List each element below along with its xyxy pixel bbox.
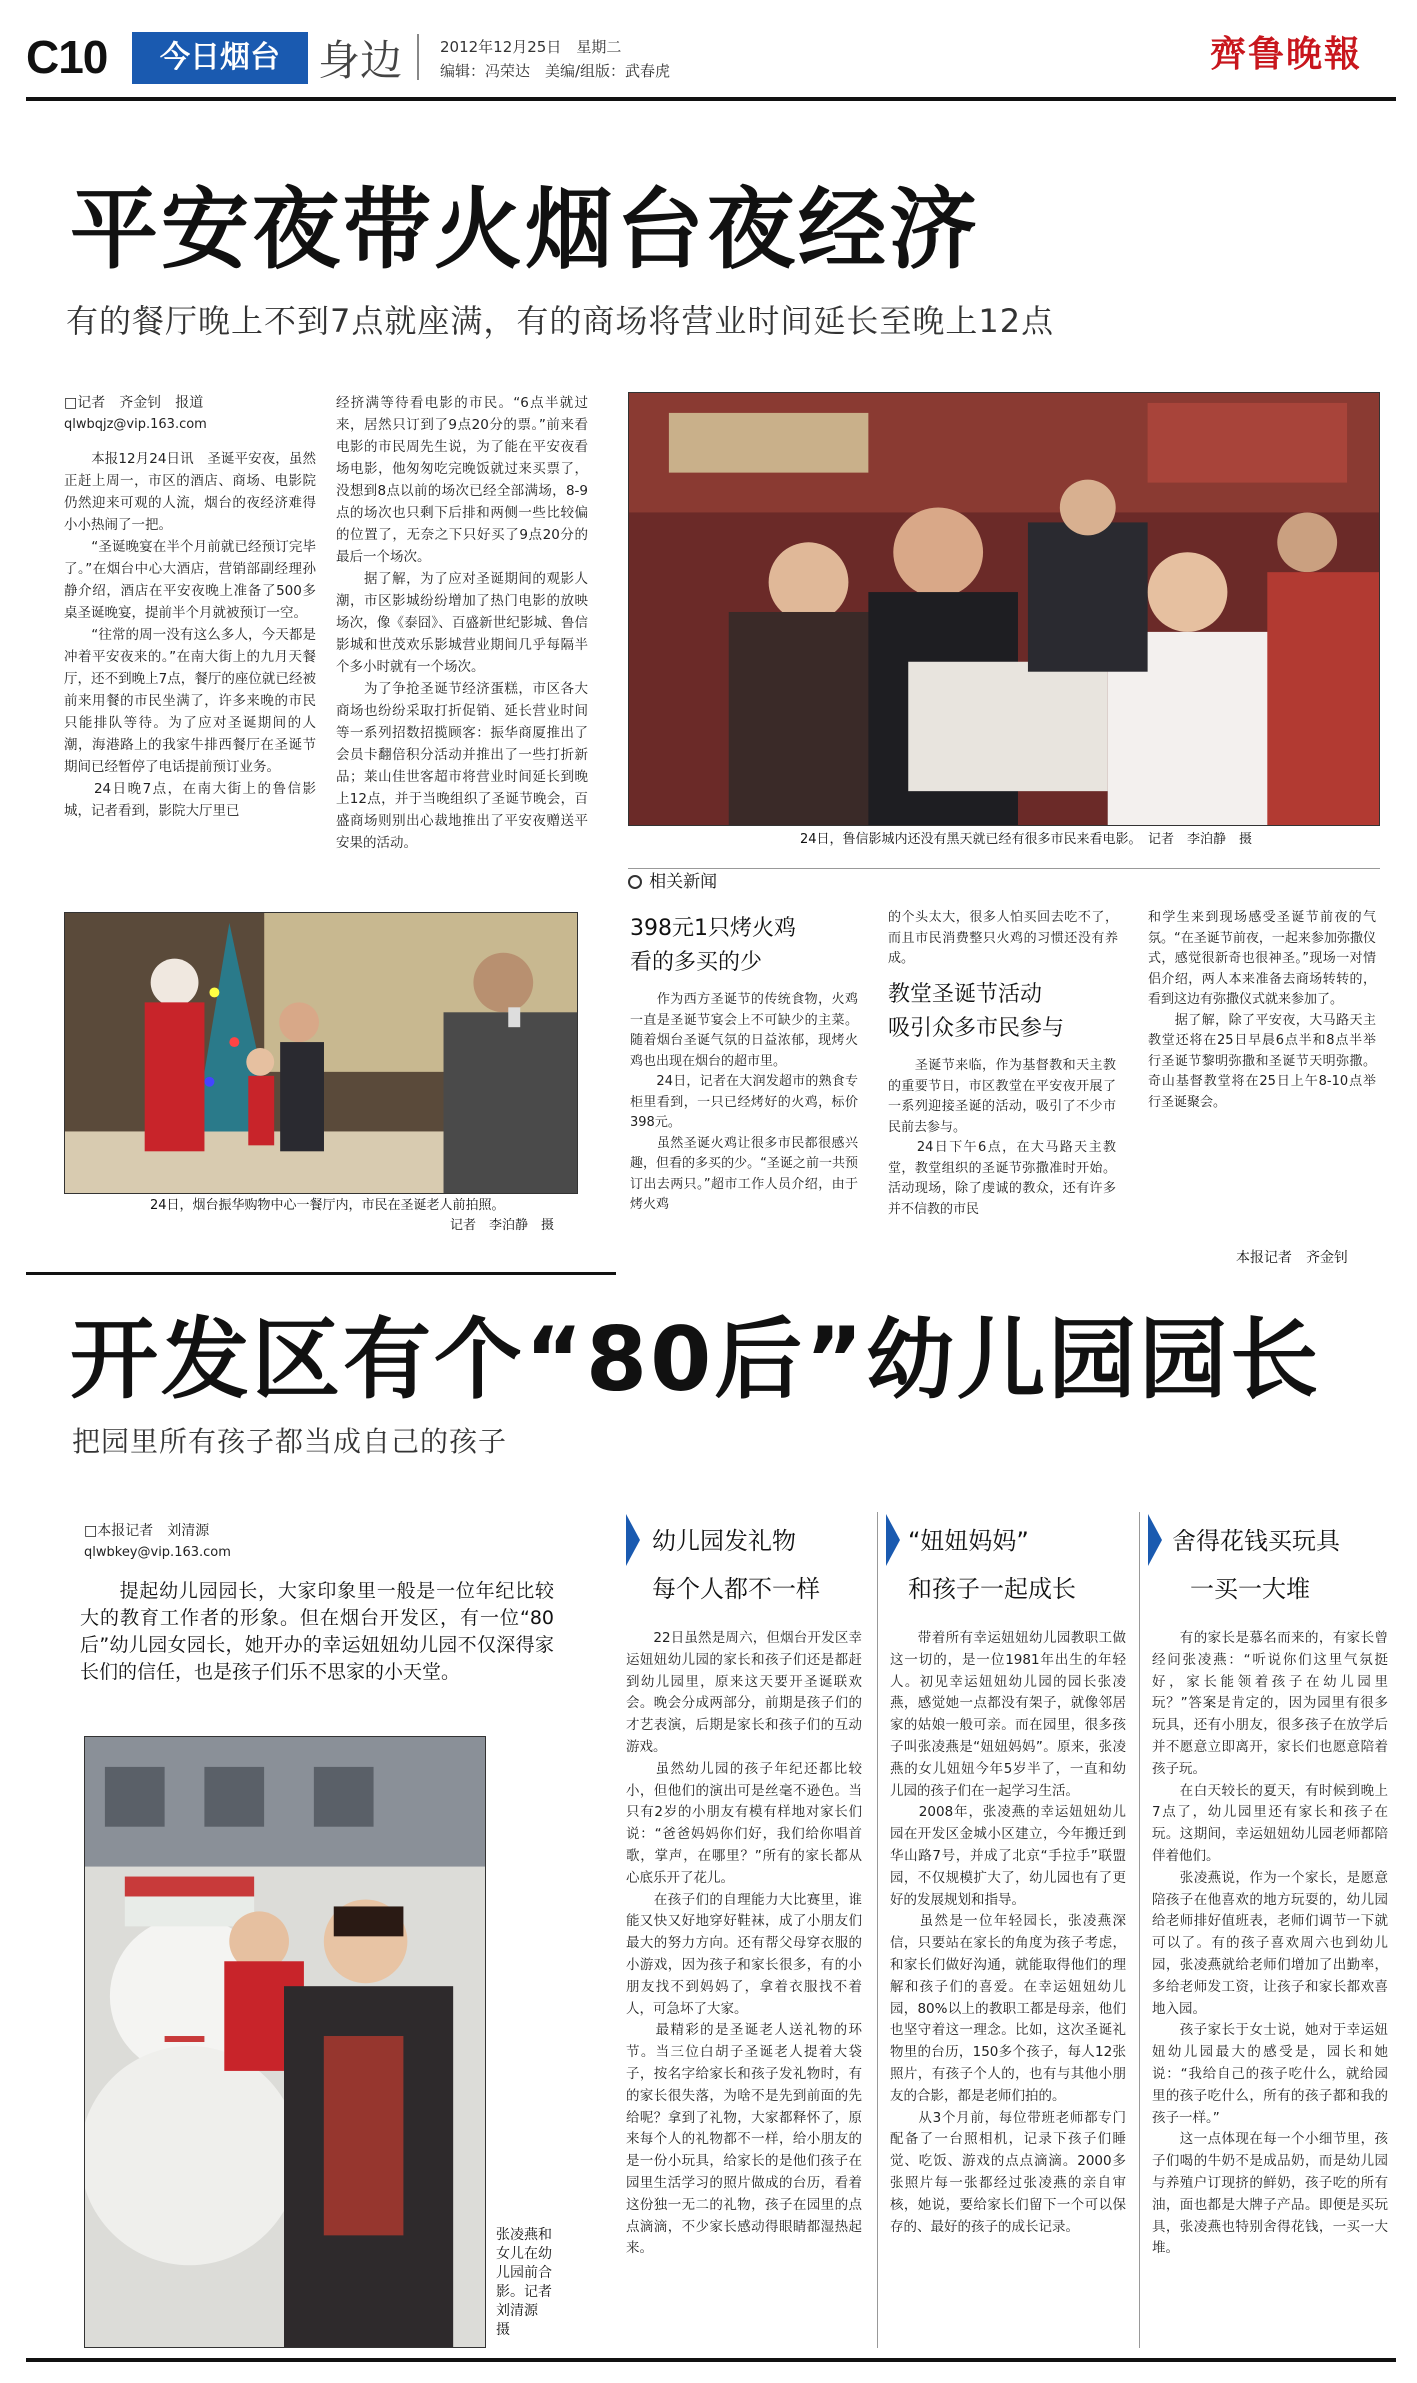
article3-email[interactable]: qlwbkey@vip.163.com — [84, 1545, 231, 1560]
sec3-body: 有的家长是慕名而来的，有家长曾经问张凌燕：“听说你们这里气氛挺好，家长能领着孩子在幼儿园里玩？”答案是肯定的，因为园里有很多玩具，还有小朋友，很多孩子在放学后并不愿意立即离开，家长们也愿意陪着孩子玩。 在白天较长的夏天，有时候到晚上7点了，幼儿园里还有家长和孩子在玩。这期间，幸运妞妞幼儿园老师都陪伴着他们。 张凌燕说，作为一个家长，是愿意陪孩子在他喜欢的地方玩耍的，幼儿园给老师排好值班表，老师们调节一下就可以了。有的孩子喜欢周六也到幼儿园，张凌燕就给老师们增加了出勤率，多给老师发工资，让孩子和家长都欢喜地入园。 孩子家长于女士说，她对于幸运妞妞幼儿园最大的感受是，园长和她说：“我给自己的孩子吃什么，就给园里的孩子吃什么，所有的孩子都和我的孩子一样。” 这一点体现在每一个小细节里，孩子们喝的牛奶不是成品奶，而是幼儿园与养殖户订现挤的鲜奶，孩子吃的所有油，面也都是大牌子产品。即便是买玩具，张凌燕也特别舍得花钱，一买一大堆。 — [1152, 1630, 1388, 2257]
sec3-headline-line1: 舍得花钱买玩具 — [1172, 1527, 1340, 1555]
article3-headline: 开发区有个“80后”幼儿园园长 — [70, 1308, 1322, 1411]
story2-headline-line1: 教堂圣诞节活动 — [888, 982, 1043, 1007]
sec2-headline-line2: 和孩子一起成长 — [908, 1575, 1076, 1603]
story1-headline-line1: 398元1只烤火鸡 — [630, 916, 796, 941]
santa-photo-credit: 记者 李泊静 摄 — [450, 1218, 555, 1233]
article1-byline: □记者 齐金钊 报道 — [64, 395, 204, 411]
santa-photo-caption: 24日，烟台振华购物中心一餐厅内，市民在圣诞老人前拍照。 — [150, 1198, 505, 1213]
story1-body: 作为西方圣诞节的传统食物，火鸡一直是圣诞节宴会上不可缺少的主菜。随着烟台圣诞气氛的日益浓郁，现烤火鸡也出现在烟台的超市里。 24日，记者在大润发超市的熟食专柜里看到，一只已经烤好的火鸡，标价398元。 虽然圣诞火鸡让很多市民都很感兴趣，但看的多买的少。“圣诞之前一共预订出去两只。”超市工作人员介绍，由于烤火鸡 — [630, 992, 858, 1212]
sec2-headline-line1: “妞妞妈妈” — [908, 1527, 1029, 1555]
article1-email[interactable]: qlwbqjz@vip.163.com — [64, 417, 207, 432]
header-rule — [26, 97, 1396, 101]
santa-photo — [64, 912, 578, 1194]
related-news-label: 相关新闻 — [649, 872, 718, 892]
principal-photo — [84, 1736, 486, 2348]
cinema-photo — [628, 392, 1380, 826]
article1-deck: 有的餐厅晚上不到7点就座满，有的商场将营业时间延长至晚上12点 — [66, 302, 1055, 340]
page-number: C10 — [26, 31, 108, 83]
section-divider-left — [26, 1272, 616, 1275]
sec1-body: 22日虽然是周六，但烟台开发区幸运妞妞幼儿园的家长和孩子们还是都赶到幼儿园里，原来这天要开圣诞联欢会。晚会分成两部分，前期是孩子们的才艺表演，后期是家长和孩子们的互动游戏。 虽然幼儿园的孩子年纪还都比较小，但他们的演出可是丝毫不逊色。当只有2岁的小朋友有模有样地对家长们说：“爸爸妈妈你们好，我们给你唱首歌，掌声，在哪里？”所有的家长都从心底乐开了花儿。 在孩子们的自理能力大比赛里，谁能又快又好地穿好鞋袜，成了小朋友们最大的努力方向。还有帮父母穿衣服的小游戏，因为孩子和家长很多，有的小朋友找不到妈妈了，拿着衣服找不着人，可急坏了大家。 最精彩的是圣诞老人送礼物的环节。当三位白胡子圣诞老人提着大袋子，按名字给家长和孩子发礼物时，有的家长很失落，为啥不是先到前面的先给呢？拿到了礼物，大家都释怀了，原来每个人的礼物都不一样，给小朋友的是一份小玩具，给家长的是他们孩子在园里生活学习的照片做成的台历，看着这份独一无二的礼物，孩子在园里的点点滴滴，不少家长感动得眼睛都湿热起来。 — [626, 1630, 862, 2257]
sec2-body: 带着所有幸运妞妞幼儿园教职工做这一切的，是一位1981年出生的年轻人。初见幸运妞妞幼儿园的园长张凌燕，感觉她一点都没有架子，就像邻居家的姑娘一般可亲。而在园里，很多孩子叫张凌燕是“妞妞妈妈”。原来，张凌燕的女儿妞妞今年5岁半了，一直和幼儿园的孩子们在一起学习生活。 2008年，张凌燕的幸运妞妞幼儿园在开发区金城小区建立，今年搬迁到华山路7号，并成了北京“手拉手”联盟园，不仅规模扩大了，幼儿园也有了更好的发展规划和指导。 虽然是一位年轻园长，张凌燕深信，只要站在家长的角度为孩子考虑，和家长们做好沟通，就能取得他们的理解和孩子们的喜爱。在幸运妞妞幼儿园，80%以上的教职工都是母亲，他们也坚守着这一理念。比如，这次圣诞礼物里的台历，150多个孩子，每人12张照片，有孩子个人的，也有与其他小朋友的合影，都是老师们拍的。 从3个月前，每位带班老师都专门配备了一台照相机，记录下孩子们睡觉、吃饭、游戏的点点滴滴。2000多张照片每一张都经过张凌燕的亲自审核，她说，要给家长们留下一个可以保存的、最好的孩子的成长记录。 — [890, 1630, 1126, 2235]
story1-headline-line2: 看的多买的少 — [630, 950, 763, 975]
footer-rule — [26, 2358, 1396, 2362]
article3-deck: 把园里所有孩子都当成自己的孩子 — [72, 1425, 508, 1458]
section-marker-icon — [626, 1514, 640, 1566]
related-news-byline: 本报记者 齐金钊 — [1236, 1250, 1348, 1266]
section-tab[interactable]: 今日烟台 — [132, 32, 308, 84]
related-news-bar — [628, 868, 1380, 894]
story2-body: 圣诞节来临，作为基督教和天主教的重要节日，市区教堂在平安夜开展了一系列迎接圣诞的活动，吸引了不少市民前去参与。 24日下午6点，在大马路天主教堂，教堂组织的圣诞节弥撒准时开始。活动现场，除了虔诚的教众，还有许多并不信教的市民 — [888, 1058, 1116, 1217]
editor-line: 编辑：冯荣达 美编/组版：武春虎 — [440, 62, 671, 80]
bullet-icon — [628, 875, 642, 889]
newspaper-logo: 齊鲁晚報 — [1210, 33, 1363, 75]
article3-lead: 提起幼儿园园长，大家印象里一般是一位年纪比较大的教育工作者的形象。但在烟台开发区，有一位“80后”幼儿园女园长，她开办的幸运妞妞幼儿园不仅深得家长们的信任，也是孩子们乐不思家的小天堂。 — [80, 1580, 554, 1683]
sec1-headline-line1: 幼儿园发礼物 — [652, 1527, 796, 1555]
sec3-headline-line2: 一买一大堆 — [1190, 1575, 1310, 1603]
story2-body-continued: 和学生来到现场感受圣诞节前夜的气氛。“在圣诞节前夜，一起来参加弥撒仪式，感觉很新奇也很神圣。”现场一对情侣介绍，两人本来准备去商场转转的，看到这边有弥撒仪式就来参加了。 据了解，除了平安夜，大马路天主教堂还将在25日早晨6点半和8点半举行圣诞节黎明弥撒和圣诞节天明弥撒。奇山基督教堂将在25日上午8-10点举行圣诞聚会。 — [1148, 910, 1376, 1110]
date-line: 2012年12月25日 星期二 — [440, 38, 622, 56]
principal-photo-caption: 张凌燕和女儿在幼儿园前合影。记者 刘清源 摄 — [496, 2227, 566, 2338]
subsection-title: 身边 — [318, 36, 403, 85]
header-separator — [417, 34, 419, 80]
section-marker-icon — [1148, 1514, 1162, 1566]
story2-headline-line2: 吸引众多市民参与 — [888, 1016, 1065, 1041]
article1-column-2: 经挤满等待看电影的市民。“6点半就过来，居然只订到了9点20分的票。”前来看电影的市民周先生说，为了能在平安夜看场电影，他匆匆吃完晚饭就过来买票了，没想到8点以前的场次已经全部满场，8-9点的场次也只剩下后排和两侧一些比较偏的位置了，无奈之下只好买了9点20分的最后一个场次。 据了解，为了应对圣诞期间的观影人潮，市区影城纷纷增加了热门电影的放映场次，像《泰囧》、百盛新世纪影城、鲁信影城和世茂欢乐影城营业期间几乎每隔半个多小时就有一个场次。 为了争抢圣诞节经济蛋糕，市区各大商场也纷纷采取打折促销、延长营业时间等一系列招数招揽顾客：振华商厦推出了会员卡翻倍积分活动并推出了一些打折新品；莱山佳世客超市将营业时间延长到晚上12点，并于当晚组织了圣诞节晚会，百盛商场则别出心裁地推出了平安夜赠送平安果的活动。 — [336, 395, 588, 851]
article3-byline: □本报记者 刘清源 — [84, 1523, 210, 1539]
article1-headline: 平安夜带火烟台夜经济 — [70, 178, 981, 281]
cinema-photo-caption: 24日，鲁信影城内还没有黑天就已经有很多市民来看电影。 记者 李泊静 摄 — [800, 832, 1253, 847]
section-marker-icon — [886, 1514, 900, 1566]
story1-body-continued: 的个头太大，很多人怕买回去吃不了，而且市民消费整只火鸡的习惯还没有养成。 — [888, 910, 1118, 966]
column-divider — [1139, 1512, 1140, 2348]
sec1-headline-line2: 每个人都不一样 — [652, 1575, 820, 1603]
article1-column-1: 本报12月24日讯 圣诞平安夜，虽然正赶上周一，市区的酒店、商场、电影院仍然迎来可观的人流，烟台的夜经济难得小小热闹了一把。 “圣诞晚宴在半个月前就已经预订完毕了。”在烟台中心大酒店，营销部副经理孙静介绍，酒店在平安夜晚上准备了500多桌圣诞晚宴，提前半个月就被预订一空。 “往常的周一没有这么多人，今天都是冲着平安夜来的。”在南大街上的九月天餐厅，还不到晚上7点，餐厅的座位就已经被前来用餐的市民坐满了，许多来晚的市民只能排队等待。为了应对圣诞期间的人潮，海港路上的我家牛排西餐厅在圣诞节期间已经暂停了电话提前预订业务。 24日晚7点，在南大街上的鲁信影城，记者看到，影院大厅里已 — [64, 451, 316, 819]
column-divider — [877, 1512, 878, 2348]
